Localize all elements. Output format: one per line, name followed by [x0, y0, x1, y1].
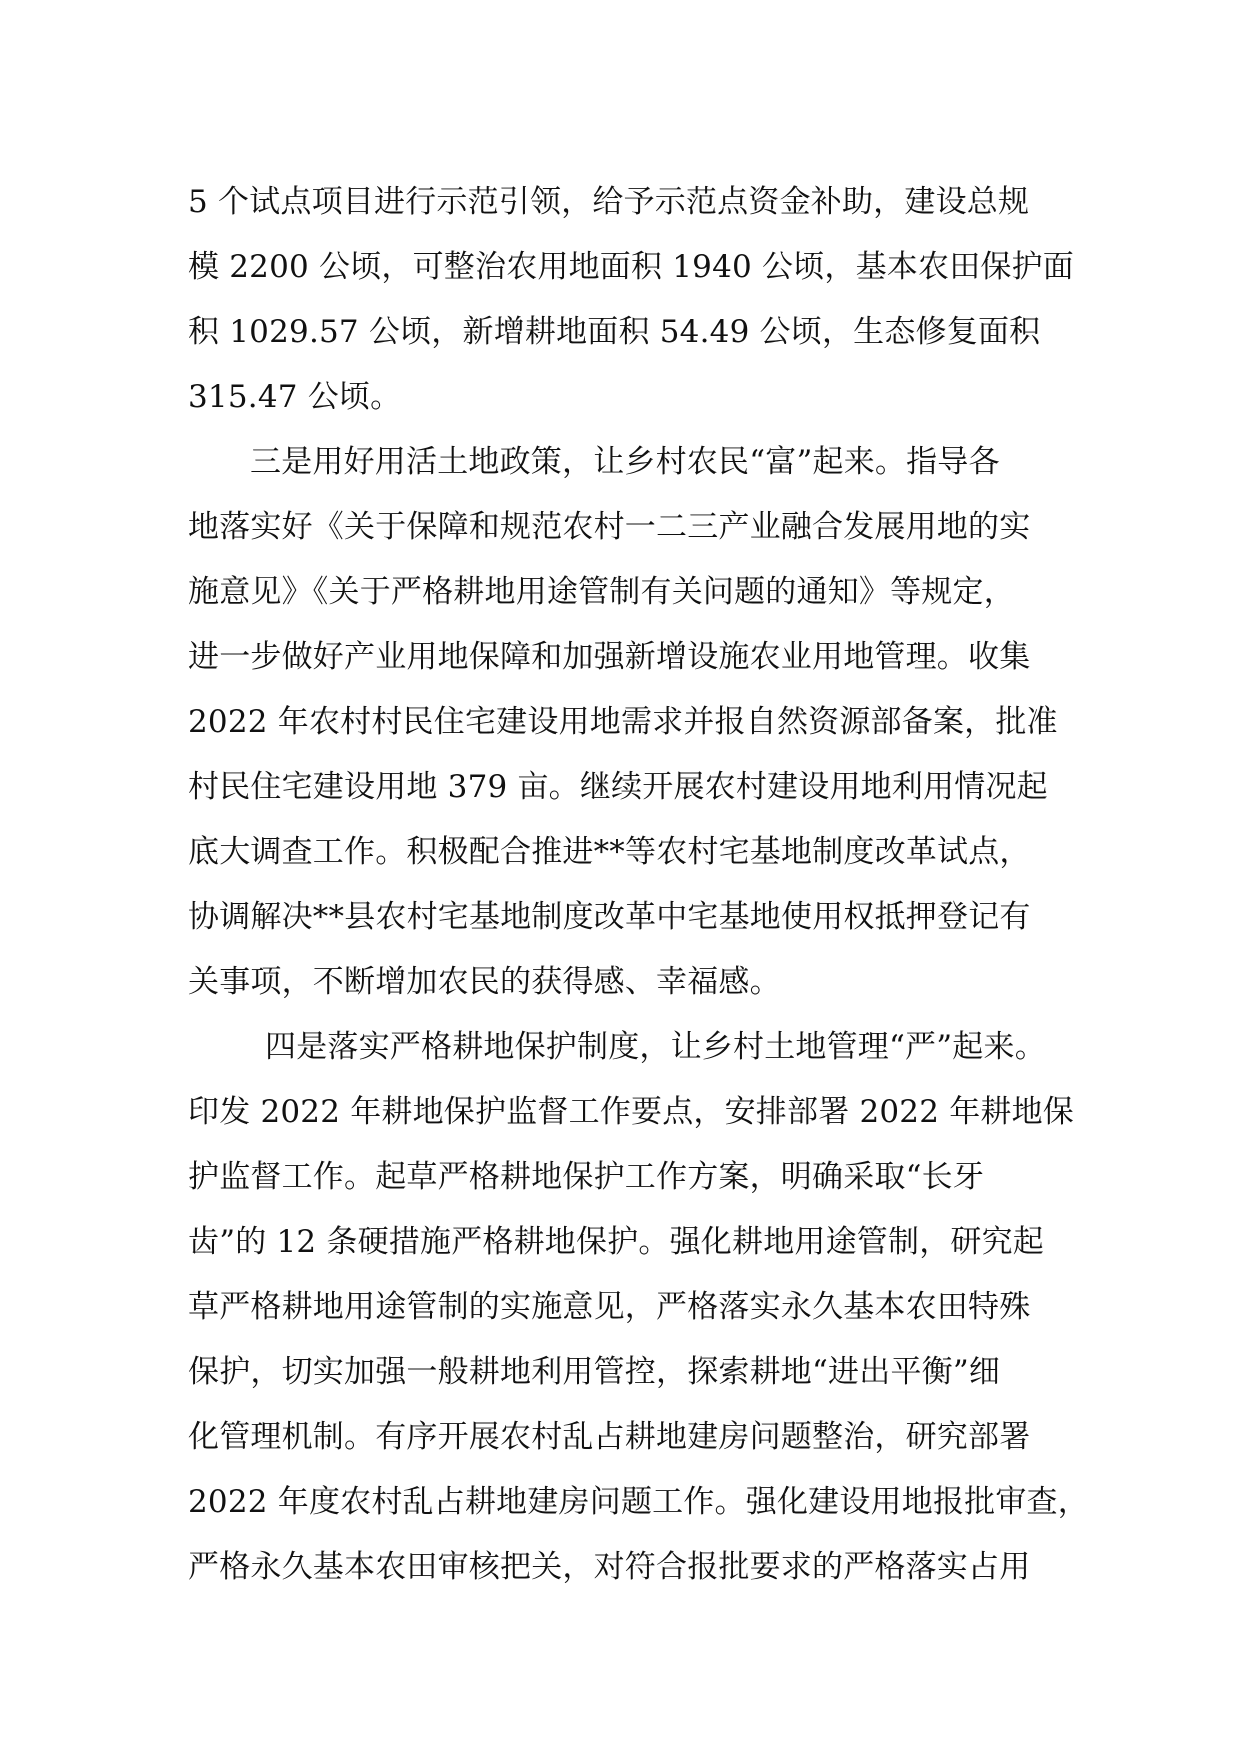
- paragraph-first-line: 四是落实严格耕地保护制度，让乡村土地管理“严”起来。: [265, 1029, 1046, 1065]
- text-line: 保护，切实加强一般耕地利用管控，探索耕地“进出平衡”细: [188, 1354, 1001, 1390]
- text-line: 2022 年农村村民住宅建设用地需求并报自然资源部备案，批准: [188, 704, 1058, 740]
- paragraph-first-line: 三是用好用活土地政策，让乡村农民“富”起来。指导各: [250, 444, 1000, 480]
- document-body: [188, 170, 1088, 1600]
- text-line: 齿”的 12 条硬措施严格耕地保护。强化耕地用途管制，研究起: [188, 1224, 1044, 1260]
- text-line: 护监督工作。起草严格耕地保护工作方案，明确采取“长牙: [188, 1159, 985, 1195]
- text-line: 化管理机制。有序开展农村乱占耕地建房问题整治，研究部署: [188, 1419, 1031, 1455]
- text-line: 印发 2022 年耕地保护监督工作要点，安排部署 2022 年耕地保: [188, 1094, 1074, 1130]
- text-line: 村民住宅建设用地 379 亩。继续开展农村建设用地利用情况起: [188, 769, 1048, 805]
- text-line: 地落实好《关于保障和规范农村一二三产业融合发展用地的实: [188, 509, 1031, 545]
- text-line: 2022 年度农村乱占耕地建房问题工作。强化建设用地报批审查，: [188, 1484, 1089, 1520]
- text-line: 关事项，不断增加农民的获得感、幸福感。: [188, 964, 781, 1000]
- text-line: 模 2200 公顷，可整治农用地面积 1940 公顷，基本农田保护面: [188, 249, 1074, 285]
- text-line: 5 个试点项目进行示范引领，给予示范点资金补助，建设总规: [188, 184, 1030, 220]
- text-line: 底大调查工作。积极配合推进**等农村宅基地制度改革试点，: [188, 834, 1031, 870]
- text-line: 积 1029.57 公顷，新增耕地面积 54.49 公顷，生态修复面积: [188, 314, 1041, 350]
- text-line: 进一步做好产业用地保障和加强新增设施农业用地管理。收集: [188, 639, 1031, 675]
- text-line: 315.47 公顷。: [188, 379, 402, 415]
- text-line: 施意见》《关于严格耕地用途管制有关问题的通知》等规定，: [188, 574, 1015, 610]
- text-line: 严格永久基本农田审核把关，对符合报批要求的严格落实占用: [188, 1549, 1031, 1585]
- text-line: 草严格耕地用途管制的实施意见，严格落实永久基本农田特殊: [188, 1289, 1031, 1325]
- text-line: 协调解决**县农村宅基地制度改革中宅基地使用权抵押登记有: [188, 899, 1031, 935]
